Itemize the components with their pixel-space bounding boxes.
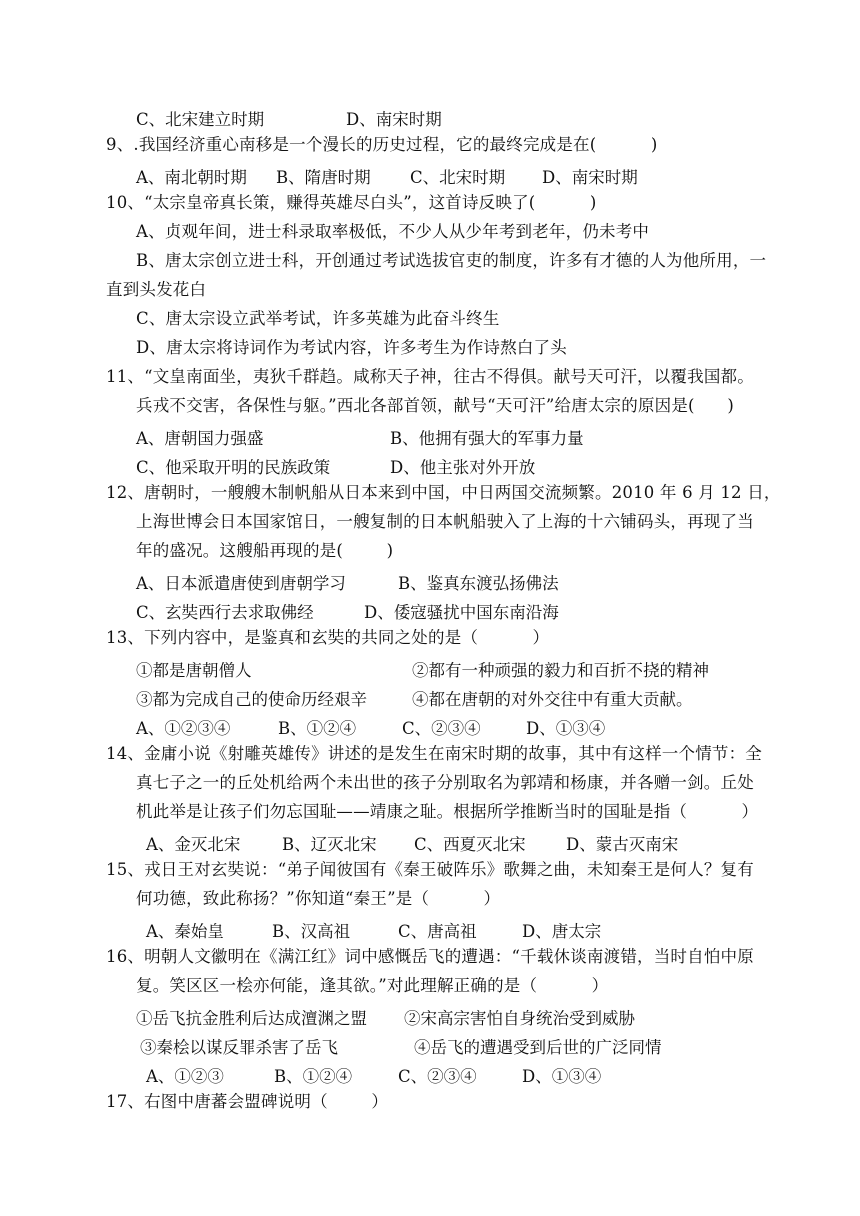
- q9-option-d: D、南宋时期: [542, 168, 638, 187]
- q12-stem-line1: 12、唐朝时，一艘艘木制帆船从日本来到中国，中日两国交流频繁。2010 年 6 月 12 日，: [106, 483, 781, 502]
- q12-option-c: C、玄奘西行去求取佛经: [136, 603, 314, 622]
- q10-option-b-line2: 直到头发花白: [106, 280, 207, 299]
- q16-statement-2: ②宋高宗害怕自身统治受到威胁: [404, 1009, 635, 1028]
- q11-stem-line2: 兵戎不交害，各保性与躯。”西北各部首领，献号“天可汗”给唐太宗的原因是( ): [136, 396, 734, 415]
- q11-option-a: A、唐朝国力强盛: [136, 429, 264, 448]
- q14-option-c: C、西夏灭北宋: [414, 835, 526, 854]
- q16-statement-4: ④岳飞的遭遇受到后世的广泛同情: [414, 1038, 662, 1057]
- q9-option-a: A、南北朝时期: [136, 168, 247, 187]
- q13-option-c: C、②③④: [402, 719, 481, 738]
- q13-stem: 13、下列内容中，是鉴真和玄奘的共同之处的是（ ）: [106, 628, 550, 647]
- q11-stem-line1: 11、“文皇南面坐，夷狄千群趋。咸称天子神，往古不得俱。献号天可汗，以覆我国都。: [106, 367, 754, 386]
- q15-stem-line2: 何功德，致此称扬？”你知道“秦王”是（ ）: [136, 889, 501, 908]
- q14-stem-line3: 机此举是让孩子们勿忘国耻——靖康之耻。根据所学推断当时的国耻是指（ ）: [136, 802, 759, 821]
- q11-option-d: D、他主张对外开放: [390, 458, 536, 477]
- q16-option-d: D、①③④: [522, 1067, 602, 1086]
- q16-option-c: C、②③④: [398, 1067, 477, 1086]
- q13-option-a: A、①②③④: [136, 719, 231, 738]
- q13-statement-2: ②都有一种顽强的毅力和百折不挠的精神: [412, 661, 709, 680]
- q10-option-d: D、唐太宗将诗词作为考试内容，许多考生为作诗熬白了头: [136, 338, 567, 357]
- q16-statement-1: ①岳飞抗金胜利后达成澶渊之盟: [136, 1009, 367, 1028]
- q16-option-b: B、①②④: [274, 1067, 353, 1086]
- q14-option-d: D、蒙古灭南宋: [566, 835, 679, 854]
- q11-option-c: C、他采取开明的民族政策: [136, 458, 331, 477]
- q15-option-d: D、唐太宗: [522, 922, 602, 941]
- q9-stem: 9、.我国经济重心南移是一个漫长的历史过程，它的最终完成是在( ): [106, 135, 658, 154]
- q14-stem-line1: 14、金庸小说《射雕英雄传》讲述的是发生在南宋时期的故事，其中有这样一个情节：全: [106, 744, 762, 763]
- q15-option-c: C、唐高祖: [398, 922, 477, 941]
- q15-option-b: B、汉高祖: [272, 922, 351, 941]
- q14-stem-line2: 真七子之一的丘处机给两个未出世的孩子分别取名为郭靖和杨康，并各赠一剑。丘处: [136, 773, 754, 792]
- q13-option-d: D、①③④: [526, 719, 606, 738]
- q17-stem: 17、右图中唐蕃会盟碑说明（ ）: [106, 1092, 389, 1111]
- q13-statement-4: ④都在唐朝的对外交往中有重大贡献。: [412, 690, 693, 709]
- q13-option-b: B、①②④: [278, 719, 357, 738]
- q12-stem-line3: 年的盛况。这艘船再现的是( ): [136, 541, 394, 560]
- q10-option-b-line1: B、唐太宗创立进士科，开创通过考试选拔官吏的制度，许多有才德的人为他所用，一: [136, 251, 767, 270]
- q11-option-b: B、他拥有强大的军事力量: [390, 429, 584, 448]
- q16-statement-3: ③秦桧以谋反罪杀害了岳飞: [140, 1038, 338, 1057]
- q12-stem-line2: 上海世博会日本国家馆日，一艘复制的日本帆船驶入了上海的十六铺码头，再现了当: [136, 512, 754, 531]
- q15-option-a: A、秦始皇: [146, 922, 224, 941]
- q9-option-c: C、北宋时期: [410, 168, 506, 187]
- q13-statement-3: ③都为完成自己的使命历经艰辛: [136, 690, 367, 709]
- q12-option-a: A、日本派遣唐使到唐朝学习: [136, 574, 346, 593]
- q14-option-a: A、金灭北宋: [146, 835, 241, 854]
- q10-option-a: A、贞观年间，进士科录取率极低，不少人从少年考到老年，仍未考中: [136, 222, 650, 241]
- q14-option-b: B、辽灭北宋: [282, 835, 377, 854]
- q16-stem-line1: 16、明朝人文徽明在《满江红》词中感慨岳飞的遭遇：“千载休谈南渡错，当时自怕中原: [106, 947, 754, 966]
- q8-option-c: C、北宋建立时期: [136, 110, 265, 129]
- q9-option-b: B、隋唐时期: [276, 168, 371, 187]
- q12-option-b: B、鉴真东渡弘扬佛法: [398, 574, 559, 593]
- q8-option-d: D、南宋时期: [346, 110, 442, 129]
- q16-stem-line2: 复。笑区区一桧亦何能，逢其欲。”对此理解正确的是（ ）: [136, 976, 609, 995]
- q15-stem-line1: 15、戎日王对玄奘说：“弟子闻彼国有《秦王破阵乐》歌舞之曲，未知秦王是何人？复有: [106, 860, 754, 879]
- q12-option-d: D、倭寇骚扰中国东南沿海: [364, 603, 559, 622]
- q10-stem: 10、“太宗皇帝真长策，赚得英雄尽白头”，这首诗反映了( ): [106, 193, 597, 212]
- q13-statement-1: ①都是唐朝僧人: [136, 661, 252, 680]
- q10-option-c: C、唐太宗设立武举考试，许多英雄为此奋斗终生: [136, 309, 500, 328]
- q16-option-a: A、①②③: [146, 1067, 224, 1086]
